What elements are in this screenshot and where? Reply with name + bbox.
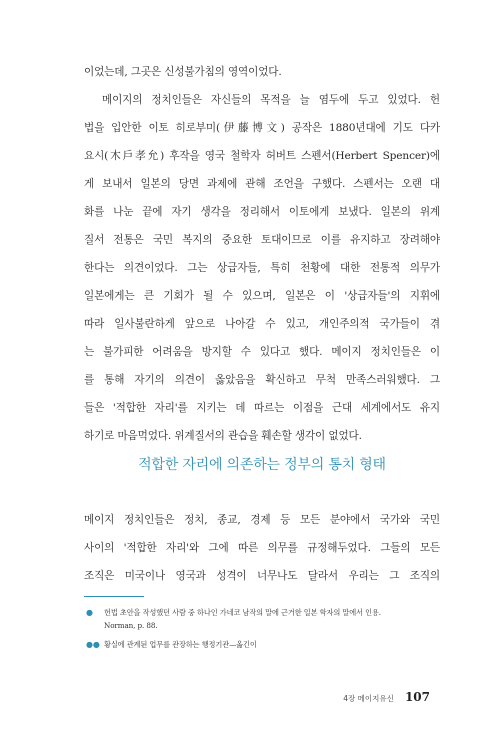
text-line: 는 불가피한 어려움을 방지할 수 있다고 했다. 메이지 정치인들은 이: [84, 346, 440, 358]
footnote-text: Norman, p. 88.: [104, 621, 158, 630]
footnote-text: 헌법 초안을 작성했던 사람 중 하나인 가네코 남작의 말에 근거한 일본 학자의 말에서 인용.: [104, 608, 381, 617]
text-line: 하기로 마음먹었다. 위계질서의 관습을 훼손할 생각이 없었다.: [84, 430, 362, 442]
text-line: 질서 전통은 국민 복지의 중요한 토대이므로 이를 유지하고 장려해야: [84, 234, 440, 246]
text-line: 일본에게는 큰 기회가 될 수 있으며, 일본은 이 '상급자들'의 지휘에: [84, 290, 440, 302]
text-line: 게 보내서 일본의 당면 과제에 관해 조언을 구했다. 스펜서는 오랜 대: [84, 178, 440, 190]
text-line: 화를 나눈 끝에 자기 생각을 정리해서 이토에게 보냈다. 일본의 위계: [84, 206, 440, 218]
text-line: 들은 '적합한 자리'를 지키는 데 따르는 이점을 근대 세계에서도 유지: [84, 402, 440, 414]
footnote-marker: ●: [86, 608, 93, 617]
body-text-bottom: [84, 506, 440, 590]
text-line: 사이의 '적합한 자리'와 그에 따른 의무를 규정해두었다. 그들의 모든: [84, 542, 440, 554]
body-text-top: [84, 58, 440, 450]
text-line: 이었는데, 그곳은 신성불가침의 영역이었다.: [84, 66, 282, 78]
footnotes: [84, 606, 440, 657]
text-line: 를 통해 자기의 의견이 옳았음을 확신하고 무척 만족스러워했다. 그: [84, 374, 440, 386]
footnote-text: 황실에 관계된 업무를 관장하는 행정기관—옮긴이: [104, 640, 257, 649]
page-number: 107: [404, 690, 430, 704]
text-line: 법을 입안한 이토 히로부미(伊藤博文) 공작은 1880년대에 기도 다카: [84, 122, 440, 134]
text-line: 메이지 정치인들은 정치, 종교, 경제 등 모든 분야에서 국가와 국민: [84, 514, 440, 526]
running-footer-chapter: 4장 메이지유신: [343, 694, 394, 703]
section-heading: 적합한 자리에 의존하는 정부의 통치 형태: [138, 457, 386, 473]
footnote-divider: [84, 596, 144, 597]
footnote-marker: ●●: [86, 640, 100, 649]
text-line: 한다는 의견이었다. 그는 상급자들, 특히 천황에 대한 전통적 의무가: [84, 262, 440, 274]
footnote: [84, 638, 440, 651]
footnote: [84, 606, 440, 632]
text-line: 따라 일사불란하게 앞으로 나아갈 수 있고, 개인주의적 국가들이 겪: [84, 318, 440, 330]
text-line: 조직은 미국이나 영국과 성격이 너무나도 달라서 우리는 그 조직의: [84, 570, 440, 582]
text-line: 메이지의 정치인들은 자신들의 목적을 늘 염두에 두고 있었다. 헌: [102, 94, 440, 106]
page-folio: [84, 686, 430, 705]
text-line: 요시(木戶孝允) 후작을 영국 철학자 허버트 스펜서(Herbert Spencer)에: [84, 150, 440, 162]
book-page: [84, 0, 440, 750]
